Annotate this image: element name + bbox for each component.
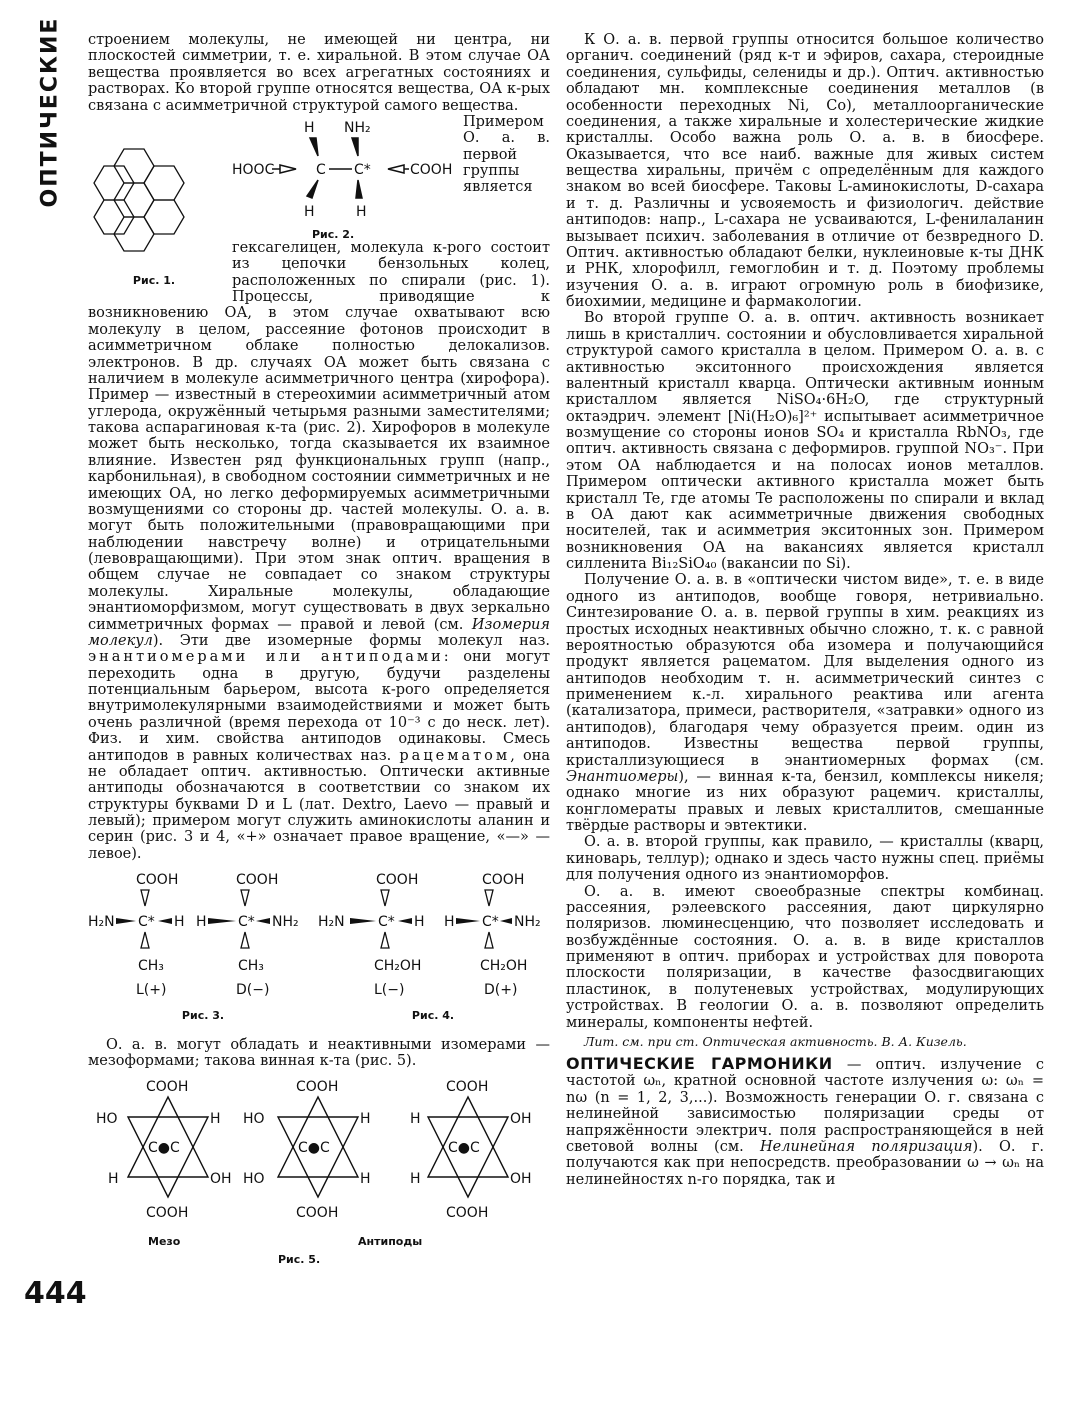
fig5a-cooh-bot: COOH — [146, 1205, 189, 1222]
figures-3-4 — [88, 870, 550, 1010]
fig5b-cooh-top: COOH — [296, 1079, 339, 1096]
fig3b-nh2: NH₂ — [272, 914, 299, 931]
fig4a-ch2oh: CH₂OH — [374, 958, 422, 975]
fig5a-h-l: H — [108, 1171, 119, 1188]
figure-5 — [88, 1077, 550, 1271]
tartaric-acid-diagram — [88, 1077, 550, 1267]
right-column — [566, 32, 1044, 1332]
left-p2-text-d: , она не обладает оптич. активностью. Оптически активные антиподы обозначаются в соответствии со знаком их структуры буквами D и L (лат. Dextro, Laevo — правый и левый); примером могут служить аминокислоты аланин и серин (рис. 3 и 4, «+» означает правое вращение, «—» — левое). — [88, 747, 550, 862]
fig4b-ch2oh: CH₂OH — [480, 958, 528, 975]
right-paragraph-4: О. а. в. второй группы, как правило, — кристаллы (кварц, киноварь, теллур); однако и здесь часто нужны спец. приёмы для получения одного из энантиоморфов. — [566, 834, 1044, 884]
right-paragraph-2: Во второй группе О. а. в. оптич. активность возникает лишь в кристаллич. состоянии и обусловливается хиральной структурой самого кристалла в целом. Примером О. а. в. с активностью экситонного происхождения является валентный кристалл кварца. Оптически активным ионным кристаллом является NiSO₄·6H₂O, где структурный октаэдрич. элемент [Ni(H₂O)₆]²⁺ испытывает асимметричное возмущение со стороны ионов SO₄ и кристалла RbNO₃, где оптич. активность связана с деформиров. группой NO₃⁻. При этом ОА наблюдается и на полосах ионов металлов. Примером оптически активного кристалла может быть кристалл Te, где атомы Te расположены по спирали и вклад в ОА дают как асимметричные движения свободных носителей, так и асимметрия экситонных зон. Примером возникновения ОА на вакансиях является кристалл силленита Bi₁₂SiO₄₀ (вакансии по Si). — [566, 310, 1044, 572]
fig5a-cooh-top: COOH — [146, 1079, 189, 1096]
fig5b-h: H — [360, 1111, 371, 1128]
right-p3-text-b: ), — винная к-та, бензил, комплексы никеля; однако многие из них образуют рацемич. кристаллы, конгломераты правых и левых кристаллитов, смешанные твёрдые растворы и эвтектики. — [566, 768, 1044, 834]
fig3b-cooh: COOH — [236, 872, 279, 889]
figure-5-caption: Рис. 5. — [278, 1253, 321, 1267]
fig4a-cooh: COOH — [376, 872, 419, 889]
fig4a-h2n: H₂N — [318, 914, 345, 931]
figure-1 — [88, 144, 220, 288]
fig3a-ch3: CH₃ — [138, 958, 164, 975]
fig2-c2: C* — [354, 161, 371, 178]
fig5b-h2: H — [360, 1171, 371, 1188]
fig5c-cooh-top: COOH — [446, 1079, 489, 1096]
left-p2-text-a: Примером О. а. в. первой группы является гексагелицен, молекула к-рого состоит из цепочки бензольных колец, расположенных по спирали (рис. 1). Процессы, приводящие к возникновению ОА, в этом случае охватывают всю молекулу в целом, рассеяние фотонов происходит в асимметричном облаке полностью делокализов. электронов. В др. случаях ОА может быть связана с наличием в молекуле асимметричного центра (хирофора). Пример — известный в стереохимии асимметричный атом углерода, окружённый четырьмя разными заместителями; такова аспарагиновая к-та (рис. 2). Хирофоров в молекуле может быть несколько, тогда сказывается их взаимное влияние. Известен ряд функциональных групп (напр., карбонильная), в свободном состоянии симметричных и не имеющих ОА, но легко деформируемых асимметричными возмущениями со стороны др. частей молекулы. О. а. в. могут быть положительными (правовращающими при наблюдении навстречу волне) и отрицательными (левовращающими). При этом знак оптич. вращения в общем случае не совпадает со знаком структуры молекулы. Хиральные молекулы, обладающие энантиоморфизмом, могут существовать в двух зеркально симметричных формах — правой и левой (см. — [88, 113, 550, 633]
left-p2-text-b: ). Эти две изомерные формы молекул наз. — [152, 632, 550, 649]
fig3b-label: D(−) — [236, 982, 270, 999]
right-paragraph-5: О. а. в. имеют своеобразные спектры комбинац. рассеяния, рэлеевского рассеяния, дают циркулярно поляризов. люминесценцию, что позволяет исследовать и возбуждённые состояния. О. а. в. в виде кристаллов применяют в оптич. приборах и устройствах для поворота плоскости поляризации, в качестве фазосдвигающих пластинок, в полутеневых устройствах, модулирующих устройствах. В геологии О. а. в. позволяют определить минералы, компоненты нефтей. — [566, 883, 1044, 1031]
figure-4-caption: Рис. 4. — [411, 1009, 455, 1023]
fig2-nh2: NH₂ — [344, 119, 371, 136]
fig3a-label: L(+) — [136, 982, 167, 999]
right-p6-text-a: — оптич. излучение с частотой ωₙ, кратной основной частоте излучения ω: ωₙ = nω (n = 1, 2, 3,...). Возможность генерации О. г. связана с нелинейной зависимостью поляризации среды от напряжённости электрич. поля распространяющейся в ней световой волны (см. — [566, 1057, 1044, 1155]
fig4b-h: H — [444, 914, 455, 931]
right-paragraph-1: К О. а. в. первой группы относится большое количество органич. соединений (ряд к-т и эфиров, сахара, стероидные соединения, сульфиды, селениды и др.). Оптич. активностью обладают мн. комплексные соединения металлов (в особенности переходных Ni, Co), металлоорганические соединения, а также хиральные и холестерические жидкие кристаллы. Особо важна роль О. а. в. в биосфере. Оказывается, что все наиб. важные для живых систем вещества хиральны, причём с определённым для каждого знаком во всей биосфере. Таковы L-аминокислоты, D-сахара и т. д. Различны и усвояемость и физиологич. действие антиподов: напр., L-сахара не усваиваются, L-фенилаланин вызывает психич. заболевания в отличие от безвредного D. Оптич. активностью обладают белки, нуклеиновые к-ты ДНК и РНК, хлорофилл, гемоглобин и т. д. Поэтому проблемы изучения О. а. в. играют огромную роль в биофизике, биохимии, медицине и фармакологии. — [566, 32, 1044, 310]
link-isomerism[interactable]: Изомерия молекул — [88, 616, 550, 649]
fig5b-ho: HO — [243, 1111, 265, 1128]
figure-2-caption: Рис. 2. — [312, 228, 355, 242]
fig5a-h-r: H — [210, 1111, 221, 1128]
right-paragraph-3 — [566, 572, 1044, 834]
figure-2 — [232, 118, 457, 242]
fig4b-nh2: NH₂ — [514, 914, 541, 931]
link-nonlinear-polarization[interactable]: Нелинейная поляризация — [759, 1138, 973, 1155]
fig5a-ho: HO — [96, 1111, 118, 1128]
alanine-serine-diagram — [88, 870, 550, 1010]
fig3b-c: C* — [238, 914, 255, 931]
entry-optical-harmonics — [566, 1055, 1044, 1188]
fig5c-h: H — [410, 1111, 421, 1128]
headword-optical-harmonics: ОПТИЧЕСКИЕ ГАРМОНИКИ — [566, 1054, 833, 1073]
hexahelicene-diagram — [89, 144, 219, 269]
link-enantiomers[interactable]: Энантиомеры — [566, 768, 679, 785]
fig5a-oh: OH — [210, 1171, 232, 1188]
fig3b-ch3: CH₃ — [238, 958, 264, 975]
fig5b-ho2: HO — [243, 1171, 265, 1188]
fig2-cooh: COOH — [410, 161, 453, 178]
aspartic-acid-diagram — [232, 118, 457, 223]
figure-1-caption: Рис. 1. — [132, 274, 176, 288]
running-head-text: ОПТИЧЕСКИЕ — [37, 16, 63, 208]
fig5-meso-label: Мезо — [148, 1235, 181, 1249]
literature-reference: Лит. см. при ст. Оптическая активность. В. А. Кизель. — [584, 1033, 967, 1049]
fig5a-cc: C●C — [148, 1140, 180, 1157]
fig2-h-br: H — [356, 203, 367, 220]
figure-3-caption: Рис. 3. — [181, 1009, 225, 1023]
term-racemate: рацематом — [399, 747, 511, 764]
fig5-antipodes-label: Антиподы — [358, 1235, 423, 1249]
fig5c-cooh-bot: COOH — [446, 1205, 489, 1222]
fig4a-label: L(−) — [374, 982, 405, 999]
fig4b-cooh: COOH — [482, 872, 525, 889]
fig2-h-bl: H — [304, 203, 315, 220]
page-number: 444 — [24, 1276, 87, 1311]
fig4a-h: H — [414, 914, 425, 931]
fig5c-h2: H — [410, 1171, 421, 1188]
running-head — [30, 16, 70, 208]
fig5c-oh: OH — [510, 1111, 532, 1128]
left-column — [88, 32, 550, 1347]
fig5b-cc: C●C — [298, 1140, 330, 1157]
left-p2-text-c: : они могут переходить одна в другую, будучи разделены потенциальным барьером, высота к-рого определяется внутримолекулярными взаимодействиями и может быть очень различной (время перехода от 10⁻³ с до неск. лет). Физ. и хим. свойства антиподов одинаковы. Смесь антиподов в равных количествах наз. — [88, 649, 550, 764]
left-paragraph-1: строением молекулы, не имеющей ни центра, ни плоскостей симметрии, т. е. хиральной. В этом случае ОА вещества проявляется во всех агрегатных состояниях и растворах. Ко второй группе относятся вещества, ОА к-рых связана с асимметричной структурой самого вещества. — [88, 32, 550, 114]
fig4b-label: D(+) — [484, 982, 518, 999]
left-paragraph-3: О. а. в. могут обладать и неактивными изомерами — мезоформами; такова винная к-та (рис. 5). — [88, 1036, 550, 1069]
fig4b-c: C* — [482, 914, 499, 931]
fig5b-cooh-bot: COOH — [296, 1205, 339, 1222]
term-enantiomers: энантиомерами или антиподами — [88, 649, 444, 666]
right-p3-text-a: Получение О. а. в. в «оптически чистом виде», т. е. в виде одного из антиподов, вообще говоря, нетривиально. Синтезирование О. а. в. первой группы в хим. реакциях из простых исходных неактивных обычно сложно, т. к. с равной вероятностью образуются оба изомера и получающийся продукт является рацематом. Для выделения одного из антиподов необходим т. н. асимметрический синтез с применением к.-л. хирального реактива или агента (катализатора, примеси, растворителя, «затравки» одного из антиподов), благодаря чему образуется преим. один из антиподов. Известны вещества первой группы, кристаллизующиеся в энантиомерных формах (см. — [566, 572, 1044, 769]
fig3a-h2n: H₂N — [88, 914, 115, 931]
fig3a-c: C* — [138, 914, 155, 931]
right-p6-text-b: ). О. г. получаются как при непосредств. преобразовании ω → ωₙ на нелинейностях n-го порядка, так и — [566, 1138, 1044, 1188]
fig5c-oh2: OH — [510, 1171, 532, 1188]
fig3a-h: H — [174, 914, 185, 931]
fig3a-cooh: COOH — [136, 872, 179, 889]
fig2-c1: C — [316, 161, 326, 178]
fig2-h-top: H — [304, 119, 315, 136]
fig4a-c: C* — [378, 914, 395, 931]
fig3b-h: H — [196, 914, 207, 931]
fig5c-cc: C●C — [448, 1140, 480, 1157]
fig2-hooc: HOOC — [232, 161, 275, 178]
figures-3-4-captions — [88, 1008, 550, 1022]
